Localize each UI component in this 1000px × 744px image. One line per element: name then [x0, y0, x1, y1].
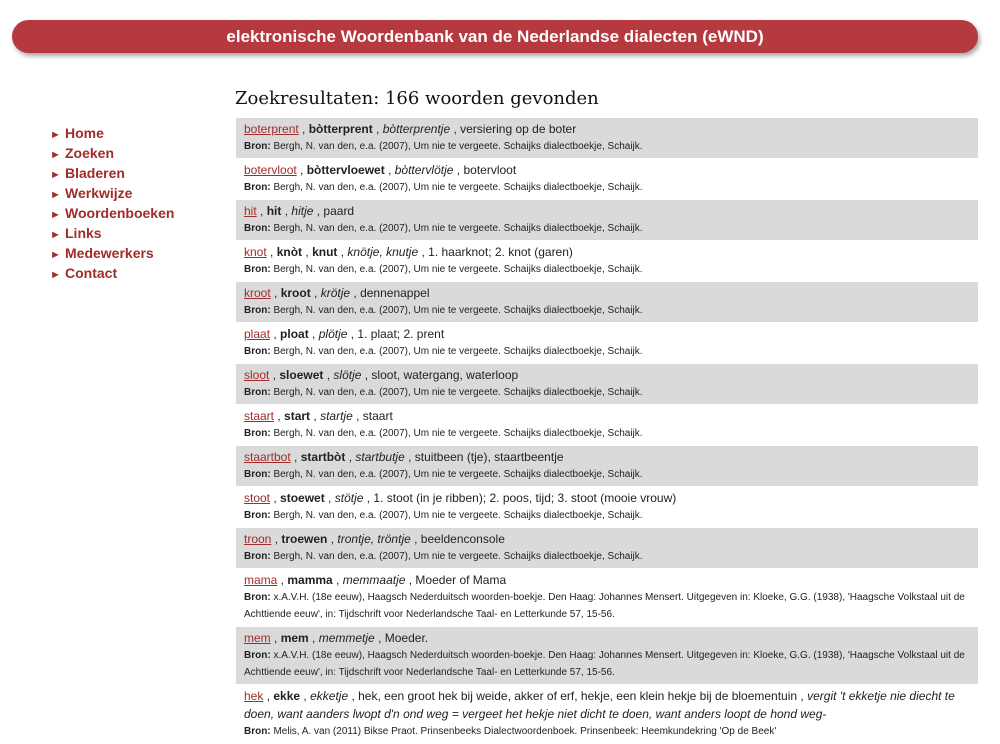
dialect-form: sloewet: [279, 368, 324, 382]
result-entry: staartbot , startbòt , startbutje , stuitbeen (tje), staartbeentje Bron: Bergh, N. van den, e.a. (2007), Um nie te vergeete. Schaijks dialectboekje, Schaijk.: [236, 446, 978, 487]
meaning: , beeldenconsole: [414, 532, 505, 546]
arrow-right-icon: ►: [50, 209, 61, 221]
diminutive-form: krötje: [320, 286, 351, 300]
diminutive-form: bòttervlötje: [394, 163, 454, 177]
source-text: Bergh, N. van den, e.a. (2007), Um nie te vergeete. Schaijks dialectboekje, Schaijk.: [273, 182, 643, 193]
source-text: Bergh, N. van den, e.a. (2007), Um nie te vergeete. Schaijks dialectboekje, Schaijk.: [273, 469, 643, 480]
source-label: Bron:: [244, 428, 271, 439]
source-label: Bron:: [244, 726, 271, 737]
source-label: Bron:: [244, 141, 271, 152]
example-sentence: vergit 't ekketje nie diecht te doen, want aanders lwopt d'n ond weg = vergeet het hekje niet dicht te doen, want anders loopt de hond weg-: [244, 689, 955, 721]
diminutive-form: startbutje: [355, 450, 405, 464]
nav-item-links[interactable]: [50, 223, 174, 243]
dialect-form: hit: [266, 204, 282, 218]
source-text: Bergh, N. van den, e.a. (2007), Um nie te vergeete. Schaijks dialectboekje, Schaijk.: [273, 387, 643, 398]
meaning: , 1. stoot (in je ribben); 2. poos, tijd; 3. stoot (mooie vrouw): [366, 491, 677, 505]
nav-item-home[interactable]: [50, 123, 174, 143]
diminutive-form: stötje: [334, 491, 364, 505]
meaning: , botervloot: [456, 163, 517, 177]
nav-item-bladeren[interactable]: [50, 163, 174, 183]
meaning: , 1. haarknot; 2. knot (garen): [421, 245, 573, 259]
arrow-right-icon: ►: [50, 269, 61, 281]
lemma-link[interactable]: hit: [244, 204, 257, 218]
dialect-form: ekke: [273, 689, 301, 703]
source-label: Bron:: [244, 264, 271, 275]
result-entry: hit , hit , hitje , paard Bron: Bergh, N. van den, e.a. (2007), Um nie te vergeete. Schaijks dialectboekje, Schaijk.: [236, 200, 978, 241]
sidebar-nav: [50, 123, 174, 283]
diminutive-form: plötje: [318, 327, 348, 341]
dialect-form: knòt: [276, 245, 303, 259]
meaning: , Moeder.: [378, 631, 429, 645]
source-text: Melis, A. van (2011) Bikse Praot. Prinsenbeeks Dialectwoordenboek. Prinsenbeek: Heemkundekring 'Op de Beek': [273, 726, 777, 737]
nav-item-contact[interactable]: [50, 263, 174, 283]
arrow-right-icon: ►: [50, 189, 61, 201]
dialect-form: bòtterprent: [308, 122, 373, 136]
site-title: elektronische Woordenbank van de Nederlandse dialecten (eWND): [226, 26, 764, 46]
result-entry: stoot , stoewet , stötje , 1. stoot (in je ribben); 2. poos, tijd; 3. stoot (mooie vrouw) Bron: Bergh, N. van den, e.a. (2007), Um nie te vergeete. Schaijks dialectboekje, Schaijk.: [236, 487, 978, 528]
source-label: Bron:: [244, 650, 271, 661]
diminutive-form: startje: [320, 409, 353, 423]
meaning: , versiering op de boter: [453, 122, 577, 136]
source-text: Bergh, N. van den, e.a. (2007), Um nie te vergeete. Schaijks dialectboekje, Schaijk.: [273, 510, 643, 521]
lemma-link[interactable]: boterprent: [244, 122, 299, 136]
result-entry: mama , mamma , memmaatje , Moeder of Mama Bron: x.A.V.H. (18e eeuw), Haagsch Nederduitsch woorden-boekje. Den Haag: Johannes Mensert. Uitgegeven in: Kloeke, G.G. (1938), 'Haagsche Volkstaal uit de Achttiende eeuw', in: Tijdschrift voor Nederlandsche Taal- en Letterkunde 57, 15-56.: [236, 569, 978, 627]
page-title: Zoekresultaten: 166 woorden gevonden: [235, 88, 599, 109]
source-text: Bergh, N. van den, e.a. (2007), Um nie te vergeete. Schaijks dialectboekje, Schaijk.: [273, 264, 643, 275]
lemma-link[interactable]: sloot: [244, 368, 270, 382]
result-entry: sloot , sloewet , slötje , sloot, watergang, waterloop Bron: Bergh, N. van den, e.a. (2007), Um nie te vergeete. Schaijks dialectboekje, Schaijk.: [236, 364, 978, 405]
lemma-link[interactable]: mama: [244, 573, 278, 587]
result-entry: troon , troewen , trontje, tröntje , beeldenconsole Bron: Bergh, N. van den, e.a. (2007), Um nie te vergeete. Schaijks dialectboekje, Schaijk.: [236, 528, 978, 569]
arrow-right-icon: ►: [50, 229, 61, 241]
arrow-right-icon: ►: [50, 169, 61, 181]
diminutive-form: slötje: [333, 368, 362, 382]
nav-item-label: Woordenboeken: [65, 205, 175, 221]
result-entry: kroot , kroot , krötje , dennenappel Bron: Bergh, N. van den, e.a. (2007), Um nie te vergeete. Schaijks dialectboekje, Schaijk.: [236, 282, 978, 323]
nav-item-label: Contact: [65, 265, 118, 281]
lemma-link[interactable]: botervloot: [244, 163, 297, 177]
lemma-link[interactable]: hek: [244, 689, 264, 703]
result-entry: knot , knòt , knut , knötje, knutje , 1. haarknot; 2. knot (garen) Bron: Bergh, N. van den, e.a. (2007), Um nie te vergeete. Schaijks dialectboekje, Schaijk.: [236, 241, 978, 282]
source-label: Bron:: [244, 223, 271, 234]
nav-item-label: Links: [65, 225, 102, 241]
result-entry: boterprent , bòtterprent , bòtterprentje , versiering op de boter Bron: Bergh, N. van den, e.a. (2007), Um nie te vergeete. Schaijks dialectboekje, Schaijk.: [236, 118, 978, 159]
dialect-form: startbòt: [300, 450, 346, 464]
nav-item-label: Bladeren: [65, 165, 125, 181]
source-text: x.A.V.H. (18e eeuw), Haagsch Nederduitsch woorden-boekje. Den Haag: Johannes Mensert. Uitgegeven in: Kloeke, G.G. (1938), 'Haagsche Volkstaal uit de Achttiende eeuw', in: Tijdschrift voor Nederlandsche Taal- en Letterkunde 57, 15-56.: [244, 650, 965, 678]
results-list: [236, 118, 978, 744]
diminutive-form: trontje, tröntje: [337, 532, 411, 546]
source-text: Bergh, N. van den, e.a. (2007), Um nie te vergeete. Schaijks dialectboekje, Schaijk.: [273, 346, 643, 357]
lemma-link[interactable]: knot: [244, 245, 267, 259]
nav-item-label: Zoeken: [65, 145, 115, 161]
result-entry: staart , start , startje , staart Bron: Bergh, N. van den, e.a. (2007), Um nie te vergeete. Schaijks dialectboekje, Schaijk.: [236, 405, 978, 446]
nav-item-label: Home: [65, 125, 104, 141]
result-entry: plaat , ploat , plötje , 1. plaat; 2. prent Bron: Bergh, N. van den, e.a. (2007), Um nie te vergeete. Schaijks dialectboekje, Schaijk.: [236, 323, 978, 364]
result-entry: mem , mem , memmetje , Moeder. Bron: x.A.V.H. (18e eeuw), Haagsch Nederduitsch woorden-boekje. Den Haag: Johannes Mensert. Uitgegeven in: Kloeke, G.G. (1938), 'Haagsche Volkstaal uit de Achttiende eeuw', in: Tijdschrift voor Nederlandsche Taal- en Letterkunde 57, 15-56.: [236, 627, 978, 685]
lemma-link[interactable]: stoot: [244, 491, 271, 505]
nav-item-zoeken[interactable]: [50, 143, 174, 163]
source-label: Bron:: [244, 551, 271, 562]
source-text: Bergh, N. van den, e.a. (2007), Um nie te vergeete. Schaijks dialectboekje, Schaijk.: [273, 223, 643, 234]
nav-item-label: Medewerkers: [65, 245, 154, 261]
lemma-link[interactable]: mem: [244, 631, 271, 645]
dialect-form: stoewet: [280, 491, 325, 505]
dialect-form: mem: [280, 631, 309, 645]
lemma-link[interactable]: staartbot: [244, 450, 291, 464]
meaning: , dennenappel: [353, 286, 430, 300]
diminutive-form: memmaatje: [342, 573, 406, 587]
meaning: , Moeder of Mama: [408, 573, 507, 587]
meaning: , staart: [356, 409, 393, 423]
arrow-right-icon: ►: [50, 149, 61, 161]
nav-item-werkwijze[interactable]: [50, 183, 174, 203]
arrow-right-icon: ►: [50, 129, 61, 141]
meaning: , hek, een groot hek bij weide, akker of erf, hekje, een klein hekje bij de bloementuin ,: [351, 689, 804, 703]
dialect-form: ploat: [280, 327, 309, 341]
source-label: Bron:: [244, 387, 271, 398]
nav-item-label: Werkwijze: [65, 185, 133, 201]
source-label: Bron:: [244, 592, 271, 603]
arrow-right-icon: ►: [50, 249, 61, 261]
meaning: , paard: [316, 204, 355, 218]
dialect-form: troewen: [281, 532, 328, 546]
source-text: Bergh, N. van den, e.a. (2007), Um nie te vergeete. Schaijks dialectboekje, Schaijk.: [273, 141, 643, 152]
source-label: Bron:: [244, 469, 271, 480]
meaning: , stuitbeen (tje), staartbeentje: [408, 450, 564, 464]
diminutive-form: bòtterprentje: [382, 122, 451, 136]
dialect-form: kroot: [280, 286, 311, 300]
result-entry: hek , ekke , ekketje , hek, een groot hek bij weide, akker of erf, hekje, een klein hekje bij de bloementuin , vergit 't ekketje nie diecht te doen, want aanders lwopt d'n ond weg = vergeet het hekje niet dicht te doen, want anders loopt de hond weg- Bron: Melis, A. van (2011) Bikse Praot. Prinsenbeeks Dialectwoordenboek. Prinsenbeek: Heemkundekring 'Op de Beek': [236, 685, 978, 744]
meaning: , sloot, watergang, waterloop: [364, 368, 519, 382]
dialect-form: knut: [312, 245, 338, 259]
dialect-form: mamma: [287, 573, 333, 587]
site-banner: [12, 20, 978, 53]
nav-item-medewerkers[interactable]: [50, 243, 174, 263]
nav-item-woordenboeken[interactable]: [50, 203, 174, 223]
source-label: Bron:: [244, 510, 271, 521]
diminutive-form: memmetje: [318, 631, 375, 645]
dialect-form: bòttervloewet: [306, 163, 385, 177]
diminutive-form: hitje: [291, 204, 314, 218]
lemma-link[interactable]: plaat: [244, 327, 271, 341]
diminutive-form: knötje, knutje: [347, 245, 419, 259]
source-text: Bergh, N. van den, e.a. (2007), Um nie te vergeete. Schaijks dialectboekje, Schaijk.: [273, 305, 643, 316]
lemma-link[interactable]: kroot: [244, 286, 271, 300]
dialect-form: start: [284, 409, 311, 423]
result-entry: botervloot , bòttervloewet , bòttervlötje , botervloot Bron: Bergh, N. van den, e.a. (2007), Um nie te vergeete. Schaijks dialectboekje, Schaijk.: [236, 159, 978, 200]
lemma-link[interactable]: troon: [244, 532, 272, 546]
source-label: Bron:: [244, 305, 271, 316]
lemma-link[interactable]: staart: [244, 409, 275, 423]
source-text: Bergh, N. van den, e.a. (2007), Um nie te vergeete. Schaijks dialectboekje, Schaijk.: [273, 428, 643, 439]
diminutive-form: ekketje: [310, 689, 349, 703]
source-label: Bron:: [244, 182, 271, 193]
source-text: Bergh, N. van den, e.a. (2007), Um nie te vergeete. Schaijks dialectboekje, Schaijk.: [273, 551, 643, 562]
source-text: x.A.V.H. (18e eeuw), Haagsch Nederduitsch woorden-boekje. Den Haag: Johannes Mensert. Uitgegeven in: Kloeke, G.G. (1938), 'Haagsche Volkstaal uit de Achttiende eeuw', in: Tijdschrift voor Nederlandsche Taal- en Letterkunde 57, 15-56.: [244, 592, 965, 620]
meaning: , 1. plaat; 2. prent: [350, 327, 445, 341]
source-label: Bron:: [244, 346, 271, 357]
